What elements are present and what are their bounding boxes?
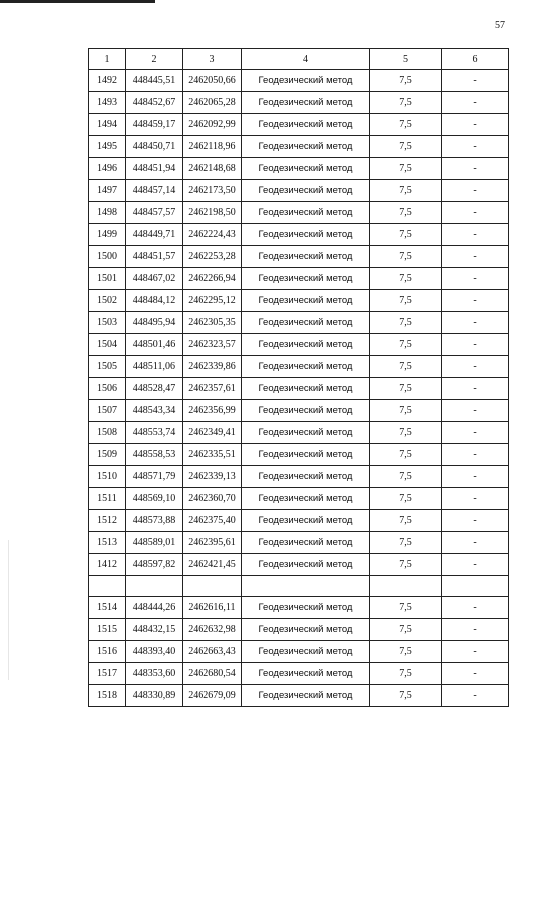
table-row [89,114,509,136]
table-row [89,663,509,685]
point-number-cell: 1503 [89,312,126,334]
table-row [89,597,509,619]
y-coordinate-cell: 2462335,51 [183,444,242,466]
point-number-cell: 1508 [89,422,126,444]
table-row [89,356,509,378]
point-number-cell: 1493 [89,92,126,114]
y-coordinate-cell: 2462323,57 [183,334,242,356]
accuracy-cell: 7,5 [370,554,442,576]
note-cell: - [442,202,509,224]
point-number-cell: 1507 [89,400,126,422]
note-cell: - [442,444,509,466]
x-coordinate-cell: 448459,17 [126,114,183,136]
header-cell: 3 [183,49,242,70]
y-coordinate-cell: 2462421,45 [183,554,242,576]
x-coordinate-cell: 448451,57 [126,246,183,268]
point-number-cell: 1514 [89,597,126,619]
y-coordinate-cell: 2462173,50 [183,180,242,202]
scan-edge-mark [8,540,9,680]
x-coordinate-cell: 448495,94 [126,312,183,334]
note-cell: - [442,92,509,114]
top-rule [0,0,155,3]
x-coordinate-cell: 448589,01 [126,532,183,554]
method-cell: Геодезический метод [242,378,370,400]
x-coordinate-cell: 448543,34 [126,400,183,422]
method-cell: Геодезический метод [242,488,370,510]
point-number-cell: 1509 [89,444,126,466]
note-cell: - [442,554,509,576]
accuracy-cell: 7,5 [370,246,442,268]
note-cell: - [442,422,509,444]
point-number-cell: 1492 [89,70,126,92]
point-number-cell: 1510 [89,466,126,488]
method-cell: Геодезический метод [242,356,370,378]
point-number-cell: 1517 [89,663,126,685]
table-row [89,224,509,246]
table-row [89,202,509,224]
accuracy-cell: 7,5 [370,114,442,136]
point-number-cell: 1515 [89,619,126,641]
accuracy-cell: 7,5 [370,532,442,554]
blank-cell [183,576,242,597]
x-coordinate-cell: 448444,26 [126,597,183,619]
y-coordinate-cell: 2462148,68 [183,158,242,180]
point-number-cell: 1494 [89,114,126,136]
table-row [89,378,509,400]
point-number-cell: 1506 [89,378,126,400]
y-coordinate-cell: 2462065,28 [183,92,242,114]
x-coordinate-cell: 448451,94 [126,158,183,180]
table-row [89,70,509,92]
header-cell: 1 [89,49,126,70]
table-row [89,422,509,444]
point-number-cell: 1499 [89,224,126,246]
note-cell: - [442,619,509,641]
x-coordinate-cell: 448445,51 [126,70,183,92]
coordinates-table [88,48,509,707]
accuracy-cell: 7,5 [370,685,442,707]
table-row [89,641,509,663]
y-coordinate-cell: 2462092,99 [183,114,242,136]
accuracy-cell: 7,5 [370,268,442,290]
table-blank-row [89,576,509,597]
table-row [89,466,509,488]
y-coordinate-cell: 2462253,28 [183,246,242,268]
blank-cell [89,576,126,597]
header-cell: 2 [126,49,183,70]
header-cell: 6 [442,49,509,70]
x-coordinate-cell: 448573,88 [126,510,183,532]
note-cell: - [442,70,509,92]
x-coordinate-cell: 448501,46 [126,334,183,356]
x-coordinate-cell: 448597,82 [126,554,183,576]
method-cell: Геодезический метод [242,70,370,92]
accuracy-cell: 7,5 [370,466,442,488]
table-row [89,444,509,466]
table-row [89,488,509,510]
method-cell: Геодезический метод [242,554,370,576]
accuracy-cell: 7,5 [370,510,442,532]
x-coordinate-cell: 448450,71 [126,136,183,158]
table-row [89,246,509,268]
accuracy-cell: 7,5 [370,400,442,422]
method-cell: Геодезический метод [242,202,370,224]
blank-cell [370,576,442,597]
point-number-cell: 1511 [89,488,126,510]
blank-cell [126,576,183,597]
y-coordinate-cell: 2462198,50 [183,202,242,224]
accuracy-cell: 7,5 [370,224,442,246]
x-coordinate-cell: 448457,14 [126,180,183,202]
y-coordinate-cell: 2462295,12 [183,290,242,312]
table-row [89,312,509,334]
x-coordinate-cell: 448571,79 [126,466,183,488]
accuracy-cell: 7,5 [370,356,442,378]
method-cell: Геодезический метод [242,158,370,180]
method-cell: Геодезический метод [242,597,370,619]
accuracy-cell: 7,5 [370,290,442,312]
table-row [89,334,509,356]
x-coordinate-cell: 448452,67 [126,92,183,114]
y-coordinate-cell: 2462357,61 [183,378,242,400]
note-cell: - [442,334,509,356]
y-coordinate-cell: 2462224,43 [183,224,242,246]
method-cell: Геодезический метод [242,444,370,466]
x-coordinate-cell: 448569,10 [126,488,183,510]
point-number-cell: 1518 [89,685,126,707]
method-cell: Геодезический метод [242,422,370,444]
method-cell: Геодезический метод [242,641,370,663]
accuracy-cell: 7,5 [370,312,442,334]
point-number-cell: 1512 [89,510,126,532]
x-coordinate-cell: 448432,15 [126,619,183,641]
accuracy-cell: 7,5 [370,202,442,224]
note-cell: - [442,114,509,136]
accuracy-cell: 7,5 [370,378,442,400]
point-number-cell: 1500 [89,246,126,268]
y-coordinate-cell: 2462679,09 [183,685,242,707]
point-number-cell: 1513 [89,532,126,554]
note-cell: - [442,158,509,180]
method-cell: Геодезический метод [242,268,370,290]
note-cell: - [442,597,509,619]
method-cell: Геодезический метод [242,114,370,136]
blank-cell [442,576,509,597]
blank-cell [242,576,370,597]
y-coordinate-cell: 2462050,66 [183,70,242,92]
method-cell: Геодезический метод [242,532,370,554]
accuracy-cell: 7,5 [370,597,442,619]
point-number-cell: 1495 [89,136,126,158]
table-row [89,510,509,532]
y-coordinate-cell: 2462360,70 [183,488,242,510]
note-cell: - [442,136,509,158]
note-cell: - [442,224,509,246]
y-coordinate-cell: 2462632,98 [183,619,242,641]
method-cell: Геодезический метод [242,685,370,707]
accuracy-cell: 7,5 [370,422,442,444]
table-row [89,180,509,202]
page-number: 57 [495,20,505,31]
y-coordinate-cell: 2462339,13 [183,466,242,488]
point-number-cell: 1412 [89,554,126,576]
accuracy-cell: 7,5 [370,70,442,92]
accuracy-cell: 7,5 [370,158,442,180]
accuracy-cell: 7,5 [370,92,442,114]
header-cell: 4 [242,49,370,70]
y-coordinate-cell: 2462680,54 [183,663,242,685]
accuracy-cell: 7,5 [370,619,442,641]
x-coordinate-cell: 448393,40 [126,641,183,663]
table-row [89,400,509,422]
table-row [89,532,509,554]
accuracy-cell: 7,5 [370,488,442,510]
y-coordinate-cell: 2462616,11 [183,597,242,619]
note-cell: - [442,532,509,554]
accuracy-cell: 7,5 [370,444,442,466]
y-coordinate-cell: 2462356,99 [183,400,242,422]
accuracy-cell: 7,5 [370,334,442,356]
method-cell: Геодезический метод [242,180,370,202]
table-row [89,290,509,312]
point-number-cell: 1496 [89,158,126,180]
note-cell: - [442,290,509,312]
method-cell: Геодезический метод [242,224,370,246]
note-cell: - [442,663,509,685]
y-coordinate-cell: 2462305,35 [183,312,242,334]
header-cell: 5 [370,49,442,70]
table-row [89,158,509,180]
accuracy-cell: 7,5 [370,180,442,202]
x-coordinate-cell: 448457,57 [126,202,183,224]
point-number-cell: 1516 [89,641,126,663]
table-row [89,554,509,576]
table-header-row [89,49,509,70]
y-coordinate-cell: 2462339,86 [183,356,242,378]
point-number-cell: 1502 [89,290,126,312]
x-coordinate-cell: 448511,06 [126,356,183,378]
x-coordinate-cell: 448553,74 [126,422,183,444]
note-cell: - [442,510,509,532]
y-coordinate-cell: 2462266,94 [183,268,242,290]
method-cell: Геодезический метод [242,290,370,312]
table-row [89,268,509,290]
note-cell: - [442,312,509,334]
note-cell: - [442,246,509,268]
x-coordinate-cell: 448330,89 [126,685,183,707]
y-coordinate-cell: 2462349,41 [183,422,242,444]
method-cell: Геодезический метод [242,92,370,114]
point-number-cell: 1504 [89,334,126,356]
note-cell: - [442,400,509,422]
x-coordinate-cell: 448484,12 [126,290,183,312]
x-coordinate-cell: 448467,02 [126,268,183,290]
table-row [89,92,509,114]
method-cell: Геодезический метод [242,136,370,158]
point-number-cell: 1497 [89,180,126,202]
accuracy-cell: 7,5 [370,663,442,685]
note-cell: - [442,641,509,663]
method-cell: Геодезический метод [242,466,370,488]
method-cell: Геодезический метод [242,619,370,641]
method-cell: Геодезический метод [242,400,370,422]
method-cell: Геодезический метод [242,246,370,268]
point-number-cell: 1501 [89,268,126,290]
y-coordinate-cell: 2462663,43 [183,641,242,663]
y-coordinate-cell: 2462118,96 [183,136,242,158]
accuracy-cell: 7,5 [370,136,442,158]
y-coordinate-cell: 2462395,61 [183,532,242,554]
table-row [89,619,509,641]
accuracy-cell: 7,5 [370,641,442,663]
method-cell: Геодезический метод [242,334,370,356]
note-cell: - [442,356,509,378]
note-cell: - [442,685,509,707]
x-coordinate-cell: 448449,71 [126,224,183,246]
x-coordinate-cell: 448558,53 [126,444,183,466]
x-coordinate-cell: 448353,60 [126,663,183,685]
method-cell: Геодезический метод [242,510,370,532]
note-cell: - [442,378,509,400]
method-cell: Геодезический метод [242,663,370,685]
point-number-cell: 1505 [89,356,126,378]
note-cell: - [442,180,509,202]
note-cell: - [442,488,509,510]
table-row [89,685,509,707]
note-cell: - [442,466,509,488]
x-coordinate-cell: 448528,47 [126,378,183,400]
y-coordinate-cell: 2462375,40 [183,510,242,532]
method-cell: Геодезический метод [242,312,370,334]
table-row [89,136,509,158]
point-number-cell: 1498 [89,202,126,224]
note-cell: - [442,268,509,290]
